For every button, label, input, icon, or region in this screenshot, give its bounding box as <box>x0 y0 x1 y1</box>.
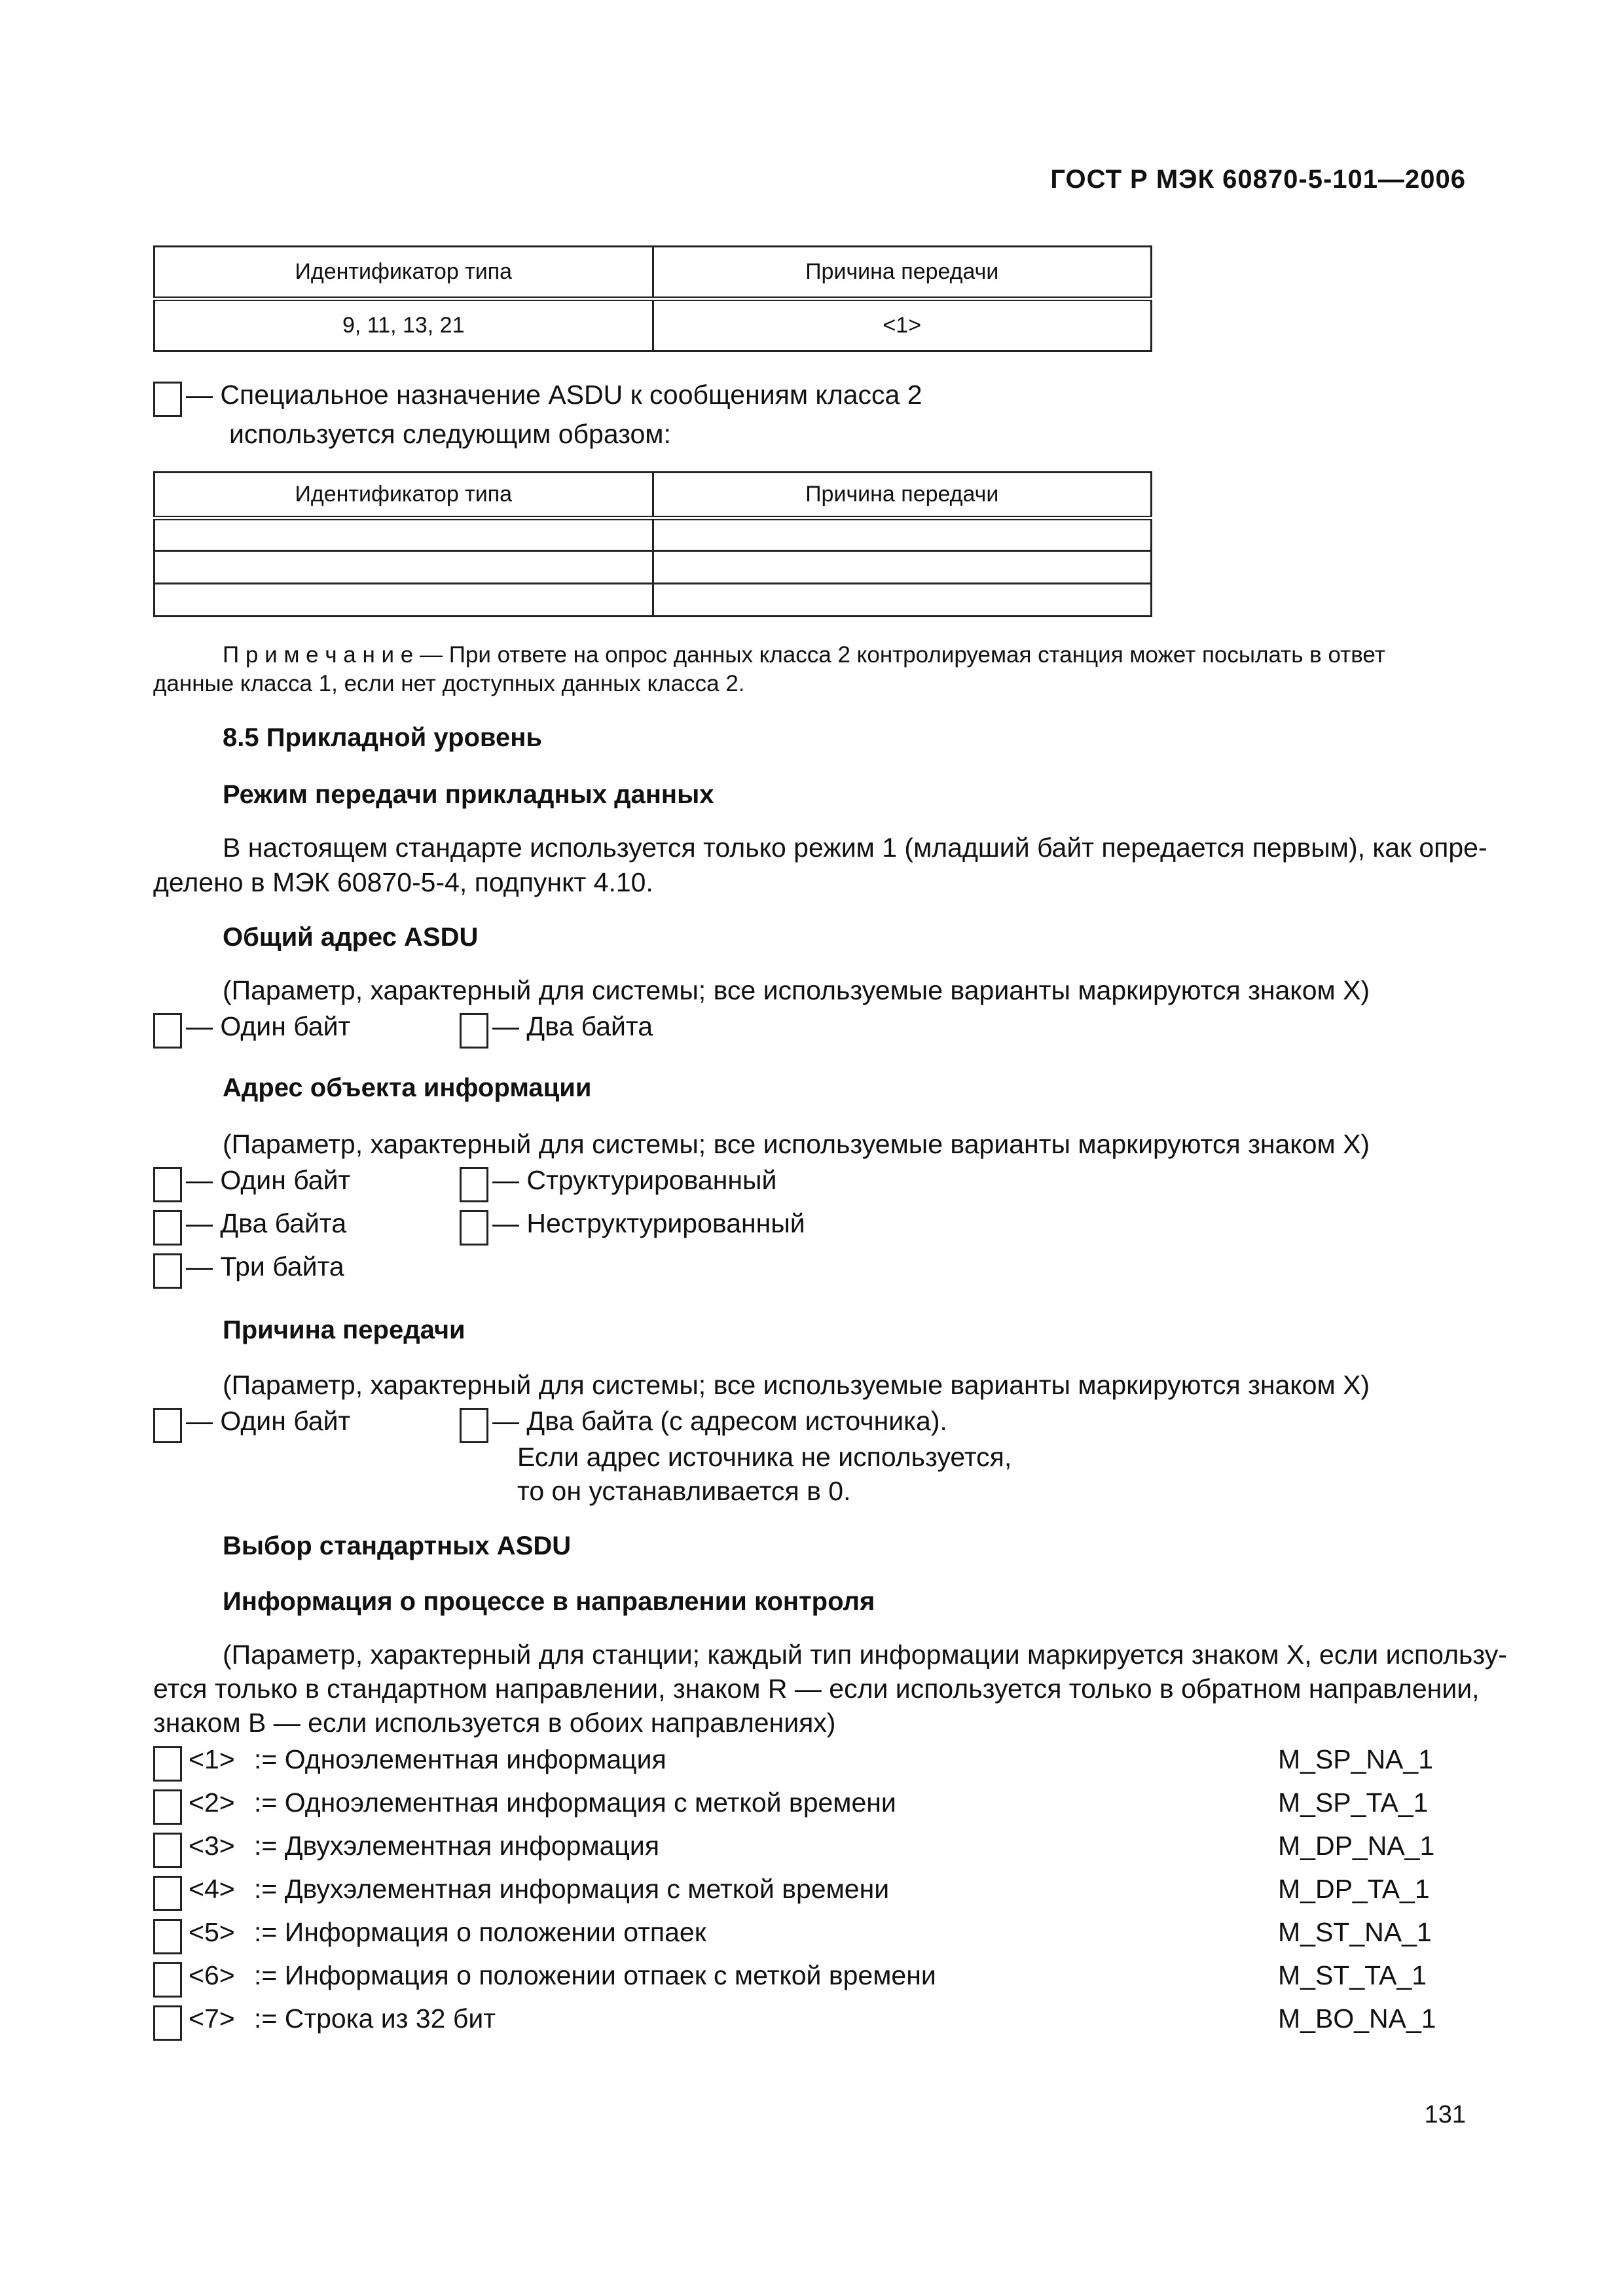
asdu-type-code: M_SP_TA_1 <box>1278 1787 1429 1818</box>
asdu-type-checkbox[interactable] <box>153 1789 182 1825</box>
asdu-type-code: M_ST_TA_1 <box>1278 1960 1427 1990</box>
process-info-line2: ется только в стандартном направлении, знаком R — если используется только в обратном направлении, <box>153 1674 1480 1704</box>
common-address-two-bytes-checkbox[interactable] <box>460 1013 488 1049</box>
cause-two-bytes-line3: то он устанавливается в 0. <box>517 1476 851 1506</box>
asdu-type-number: <3> <box>189 1831 235 1861</box>
common-address-param: (Параметр, характерный для системы; все используемые варианты маркируются знаком X) <box>223 975 1370 1005</box>
object-address-structured-label: — Структурированный <box>492 1165 777 1195</box>
cause-heading: Причина передачи <box>223 1316 465 1344</box>
object-address-unstructured-checkbox[interactable] <box>460 1210 488 1246</box>
cause-two-bytes-line2: Если адрес источника не используется, <box>517 1442 1012 1472</box>
asdu-type-checkbox[interactable] <box>153 1962 182 1998</box>
mode-line1: В настоящем стандарте используется только режим 1 (младший байт передается первым), как опре- <box>223 833 1487 863</box>
object-address-two-bytes-label: — Два байта <box>186 1208 347 1238</box>
table1-header-type-id: Идентификатор типа <box>155 247 653 299</box>
object-address-structured-checkbox[interactable] <box>460 1167 488 1202</box>
cause-two-bytes-checkbox[interactable] <box>460 1408 488 1443</box>
asdu-type-checkbox[interactable] <box>153 1919 182 1954</box>
asdu-type-checkbox[interactable] <box>153 1876 182 1911</box>
asdu-type-description: := Строка из 32 бит <box>254 2003 496 2034</box>
page-number: 131 <box>1424 2101 1466 2128</box>
asdu-type-number: <2> <box>189 1787 235 1818</box>
special-assignment-checkbox[interactable] <box>153 382 182 417</box>
common-address-one-byte-label: — Один байт <box>186 1011 351 1041</box>
common-address-one-byte-checkbox[interactable] <box>153 1013 182 1049</box>
table2-cell[interactable] <box>653 551 1152 584</box>
common-address-two-bytes-label: — Два байта <box>492 1011 653 1041</box>
asdu-type-description: := Одноэлементная информация <box>254 1744 666 1774</box>
mode-heading: Режим передачи прикладных данных <box>223 780 714 809</box>
asdu-type-code: M_DP_NA_1 <box>1278 1831 1435 1861</box>
asdu-type-checkbox[interactable] <box>153 1833 182 1868</box>
table2-header-type-id: Идентификатор типа <box>155 473 653 518</box>
cause-param: (Параметр, характерный для системы; все используемые варианты маркируются знаком X) <box>223 1370 1370 1400</box>
table2-header-cause: Причина передачи <box>653 473 1152 518</box>
asdu-type-code: M_ST_NA_1 <box>1278 1917 1432 1947</box>
asdu-type-description: := Двухэлементная информация <box>254 1831 660 1861</box>
cause-two-bytes-label: — Два байта (с адресом источника). <box>492 1406 947 1436</box>
table2-cell[interactable] <box>155 584 653 617</box>
table2-cell[interactable] <box>653 584 1152 617</box>
object-address-heading: Адрес объекта информации <box>223 1073 592 1102</box>
asdu-type-code: M_BO_NA_1 <box>1278 2003 1436 2034</box>
type-id-table-2 <box>153 471 1152 617</box>
object-address-one-byte-checkbox[interactable] <box>153 1167 182 1202</box>
asdu-type-checkbox[interactable] <box>153 2005 182 2041</box>
note-line1: П р и м е ч а н и е — При ответе на опрос данных класса 2 контролируемая станция может посылать в ответ <box>223 642 1385 668</box>
process-info-heading: Информация о процессе в направлении контроля <box>223 1587 875 1616</box>
type-id-table-1 <box>153 245 1152 352</box>
object-address-unstructured-label: — Неструктурированный <box>492 1208 805 1238</box>
asdu-type-number: <4> <box>189 1874 235 1904</box>
process-info-line3: знаком B — если используется в обоих направлениях) <box>153 1708 836 1738</box>
table1-cell-type-id: 9, 11, 13, 21 <box>155 299 653 351</box>
object-address-three-bytes-checkbox[interactable] <box>153 1253 182 1289</box>
standard-asdu-heading: Выбор стандартных ASDU <box>223 1532 572 1560</box>
object-address-param: (Параметр, характерный для системы; все используемые варианты маркируются знаком X) <box>223 1129 1370 1159</box>
special-assignment-line1: — Специальное назначение ASDU к сообщениям класса 2 <box>186 380 922 410</box>
table1-header-cause: Причина передачи <box>653 247 1152 299</box>
asdu-type-code: M_SP_NA_1 <box>1278 1744 1434 1774</box>
asdu-type-number: <7> <box>189 2003 235 2034</box>
asdu-type-checkbox[interactable] <box>153 1746 182 1782</box>
asdu-type-description: := Двухэлементная информация с меткой времени <box>254 1874 890 1904</box>
asdu-type-description: := Информация о положении отпаек <box>254 1917 706 1947</box>
table2-cell[interactable] <box>653 518 1152 551</box>
note-line2: данные класса 1, если нет доступных данных класса 2. <box>153 671 745 696</box>
object-address-three-bytes-label: — Три байта <box>186 1251 344 1282</box>
asdu-type-number: <1> <box>189 1744 235 1774</box>
document-header: ГОСТ Р МЭК 60870-5-101—2006 <box>1050 165 1466 194</box>
asdu-type-number: <5> <box>189 1917 235 1947</box>
asdu-type-code: M_DP_TA_1 <box>1278 1874 1430 1904</box>
mode-line2: делено в МЭК 60870-5-4, подпункт 4.10. <box>153 867 653 897</box>
process-info-line1: (Параметр, характерный для станции; каждый тип информации маркируется знаком X, если использу- <box>223 1640 1507 1670</box>
object-address-one-byte-label: — Один байт <box>186 1165 351 1195</box>
table2-cell[interactable] <box>155 518 653 551</box>
object-address-two-bytes-checkbox[interactable] <box>153 1210 182 1246</box>
table1-cell-cause: <1> <box>653 299 1152 351</box>
special-assignment-line2: используется следующим образом: <box>229 419 671 449</box>
cause-one-byte-checkbox[interactable] <box>153 1408 182 1443</box>
table2-cell[interactable] <box>155 551 653 584</box>
asdu-type-number: <6> <box>189 1960 235 1990</box>
common-address-heading: Общий адрес ASDU <box>223 923 479 952</box>
asdu-type-description: := Одноэлементная информация с меткой времени <box>254 1787 896 1818</box>
section-heading-8-5: 8.5 Прикладной уровень <box>223 723 542 752</box>
asdu-type-description: := Информация о положении отпаек с меткой времени <box>254 1960 936 1990</box>
cause-one-byte-label: — Один байт <box>186 1406 351 1436</box>
